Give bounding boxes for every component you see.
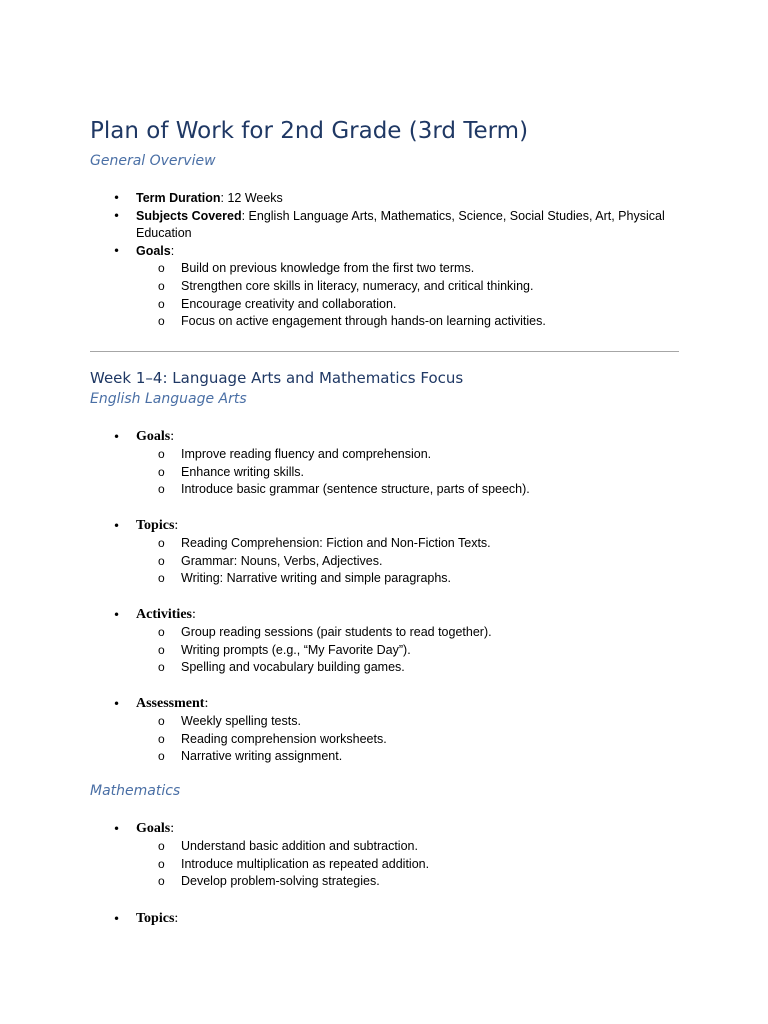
math-topics-list [90, 910, 679, 928]
list-item [90, 624, 679, 642]
sub-bullet-icon: o [158, 296, 165, 311]
sub-bullet-icon: o [158, 482, 165, 497]
list-item [90, 428, 679, 446]
bullet-icon: • [113, 912, 121, 926]
ela-assessment-list [90, 695, 679, 766]
sub-bullet-icon: o [158, 874, 165, 889]
sub-bullet-icon: o [158, 839, 165, 853]
list-item [90, 713, 679, 731]
bullet-icon: • [113, 697, 121, 711]
math-topics-label: Topics [136, 911, 175, 926]
subjects-label: Subjects Covered [136, 208, 242, 223]
ela-assessment-label: Assessment [136, 696, 205, 711]
list-item [90, 659, 679, 677]
goal-text: Understand basic addition and subtraction. [181, 839, 418, 853]
goal-text: Introduce multiplication as repeated addition. [181, 856, 430, 871]
list-item [90, 296, 679, 314]
page-title: Plan of Work for 2nd Grade (3rd Term) [90, 118, 529, 144]
sub-bullet-icon: o [158, 314, 165, 329]
sub-bullet-icon: o [158, 731, 165, 746]
assessment-text: Weekly spelling tests. [181, 714, 301, 728]
colon: : [174, 911, 179, 926]
week-section-heading: Week 1–4: Language Arts and Mathematics Focus [90, 369, 464, 387]
goal-text: Encourage creativity and collaboration. [181, 296, 397, 311]
topic-text: Reading Comprehension: Fiction and Non-Fiction Texts. [181, 536, 491, 550]
list-item [90, 190, 679, 208]
colon: : [204, 696, 209, 711]
list-item [90, 553, 679, 571]
list-item [90, 446, 679, 464]
bullet-icon: • [113, 608, 121, 622]
bullet-icon: • [113, 519, 121, 533]
sub-bullet-icon: o [158, 625, 165, 639]
goal-text: Enhance writing skills. [181, 464, 304, 479]
colon: : [191, 607, 196, 622]
overview-list [90, 190, 679, 331]
colon: : [170, 429, 175, 444]
math-goals-list [90, 820, 679, 891]
colon: : [170, 821, 175, 836]
ela-activities-list [90, 606, 679, 677]
bullet-icon: • [113, 191, 121, 205]
list-item [90, 481, 679, 499]
sub-bullet-icon: o [158, 714, 165, 728]
list-item [90, 535, 679, 553]
sub-bullet-icon: o [158, 553, 165, 568]
list-item [90, 820, 679, 838]
bullet-icon: • [113, 822, 121, 836]
sub-bullet-icon: o [158, 278, 165, 293]
topic-text: Writing: Narrative writing and simple paragraphs. [181, 571, 452, 586]
term-duration-value: : 12 Weeks [220, 191, 283, 205]
list-item [90, 731, 679, 749]
sub-bullet-icon: o [158, 261, 165, 276]
list-item [90, 464, 679, 482]
subjects-value-cont: Education [136, 226, 192, 241]
ela-topics-label: Topics [136, 518, 175, 533]
activity-text: Spelling and vocabulary building games. [181, 660, 405, 675]
goal-text: Focus on active engagement through hands-on learning activities. [181, 314, 546, 329]
sub-bullet-icon: o [158, 464, 165, 479]
goal-text: Strengthen core skills in literacy, numeracy, and critical thinking. [181, 278, 534, 293]
goal-text: Build on previous knowledge from the first two terms. [181, 261, 475, 276]
list-item [90, 856, 679, 874]
list-item [90, 313, 679, 331]
ela-goals-label: Goals [136, 429, 171, 444]
activity-text: Group reading sessions (pair students to read together). [181, 625, 492, 639]
list-item [90, 517, 679, 535]
list-item [90, 695, 679, 713]
bullet-icon: • [113, 208, 121, 223]
list-item [90, 606, 679, 624]
ela-topics-list [90, 517, 679, 588]
term-duration-label: Term Duration [136, 191, 221, 205]
list-item [90, 208, 679, 243]
colon: : [174, 518, 179, 533]
assessment-text: Reading comprehension worksheets. [181, 731, 387, 746]
sub-bullet-icon: o [158, 447, 165, 461]
list-item [90, 278, 679, 296]
ela-goals-list [90, 428, 679, 499]
activity-text: Writing prompts (e.g., “My Favorite Day”). [181, 642, 411, 657]
ela-activities-label: Activities [136, 607, 192, 622]
sub-bullet-icon: o [158, 749, 165, 764]
sub-bullet-icon: o [158, 571, 165, 586]
list-item [90, 910, 679, 928]
math-heading: Mathematics [90, 783, 181, 799]
list-item [90, 243, 679, 261]
sub-bullet-icon: o [158, 856, 165, 871]
sub-bullet-icon: o [158, 536, 165, 550]
subjects-value: : English Language Arts, Mathematics, Science, Social Studies, Art, Physical [241, 208, 665, 223]
ela-heading: English Language Arts [90, 391, 247, 407]
list-item [90, 748, 679, 766]
bullet-icon: • [113, 430, 121, 444]
list-item [90, 260, 679, 278]
sub-bullet-icon: o [158, 660, 165, 675]
goal-text: Introduce basic grammar (sentence structure, parts of speech). [181, 482, 530, 497]
bullet-icon: • [113, 243, 121, 258]
general-overview-heading: General Overview [90, 153, 216, 169]
topic-text: Grammar: Nouns, Verbs, Adjectives. [181, 553, 383, 568]
assessment-text: Narrative writing assignment. [181, 749, 343, 764]
sub-bullet-icon: o [158, 642, 165, 657]
list-item [90, 642, 679, 660]
math-goals-label: Goals [136, 821, 171, 836]
goals-label: Goals [136, 243, 171, 258]
goal-text: Improve reading fluency and comprehension. [181, 447, 432, 461]
horizontal-divider [90, 351, 679, 352]
list-item [90, 873, 679, 891]
list-item [90, 570, 679, 588]
colon: : [170, 243, 175, 258]
list-item [90, 838, 679, 856]
goal-text: Develop problem-solving strategies. [181, 874, 380, 889]
